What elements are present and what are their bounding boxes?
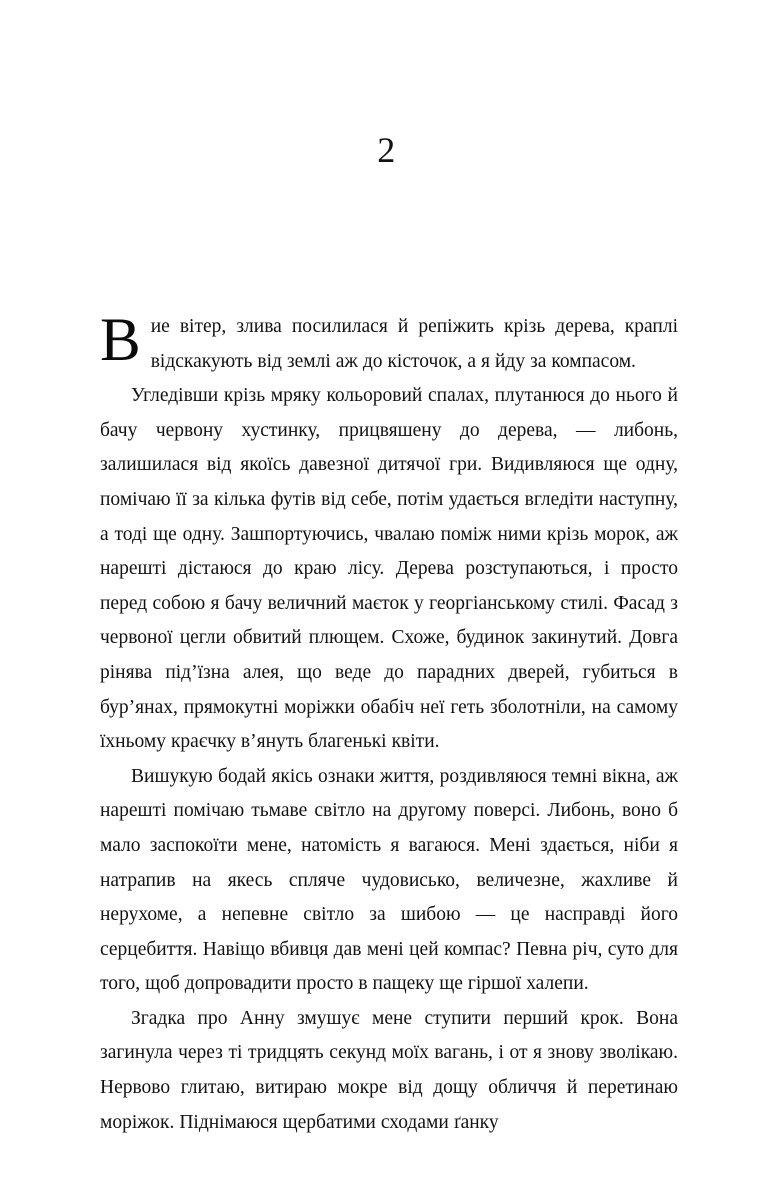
body-text-block [100, 307, 678, 1140]
drop-cap-letter: В [100, 307, 141, 374]
paragraph-2: Угледівши крізь мряку кольоровий спалах, плутанюся до нього й бачу червону хустинку, прицвяшену до дерева, — либонь, залишилася від якоїсь давезної дитячої гри. Видивляюся ще одну, помічаю її за кілька футів від себе, потім удається вгледіти наступну, а тоді ще одну. Зашпортуючись, чвалаю поміж ними крізь морок, аж нарешті дістаюся до краю лісу. Дерева розступаються, і просто перед собою я бачу величний маєток у георгіанському стилі. Фасад з червоної цегли обвитий плющем. Схоже, будинок закинутий. Довга рінява під’їзна алея, що веде до парадних дверей, губиться в бур’янах, прямокутні моріжки обабіч неї геть зболотніли, на самому їхньому краєчку в’януть благенькі квіти. [100, 385, 678, 753]
paragraph-4: Згадка про Анну змушує мене ступити перший крок. Вона загинула через ті тридцять секунд моїх вагань, і от я знову зволікаю. Нервово глитаю, витираю мокре від дощу обличчя й перетинаю моріжок. Піднімаюся щербатими сходами ґанку [100, 1007, 678, 1133]
chapter-number: 2 [377, 130, 396, 170]
paragraph-1 [100, 307, 678, 379]
paragraph-3: Вишукую бодай якісь ознаки життя, роздивляюся темні вікна, аж нарешті помічаю тьмаве світло на другому поверсі. Либонь, воно б мало заспокоїти мене, натомість я вагаюся. Мені здається, ніби я натрапив на якесь спляче чудовисько, величезне, жахливе й нерухоме, а непевне світло за шибою — це насправді його серцебиття. Навіщо вбивця дав мені цей компас? Певна річ, суто для того, щоб допровадити просто в пащеку ще гіршої халепи. [100, 765, 678, 995]
paragraph-1-text: ие вітер, злива посилилася й репіжить крізь дерева, краплі відскакують від землі аж до кісточок, а я йду за компасом. [150, 316, 678, 372]
